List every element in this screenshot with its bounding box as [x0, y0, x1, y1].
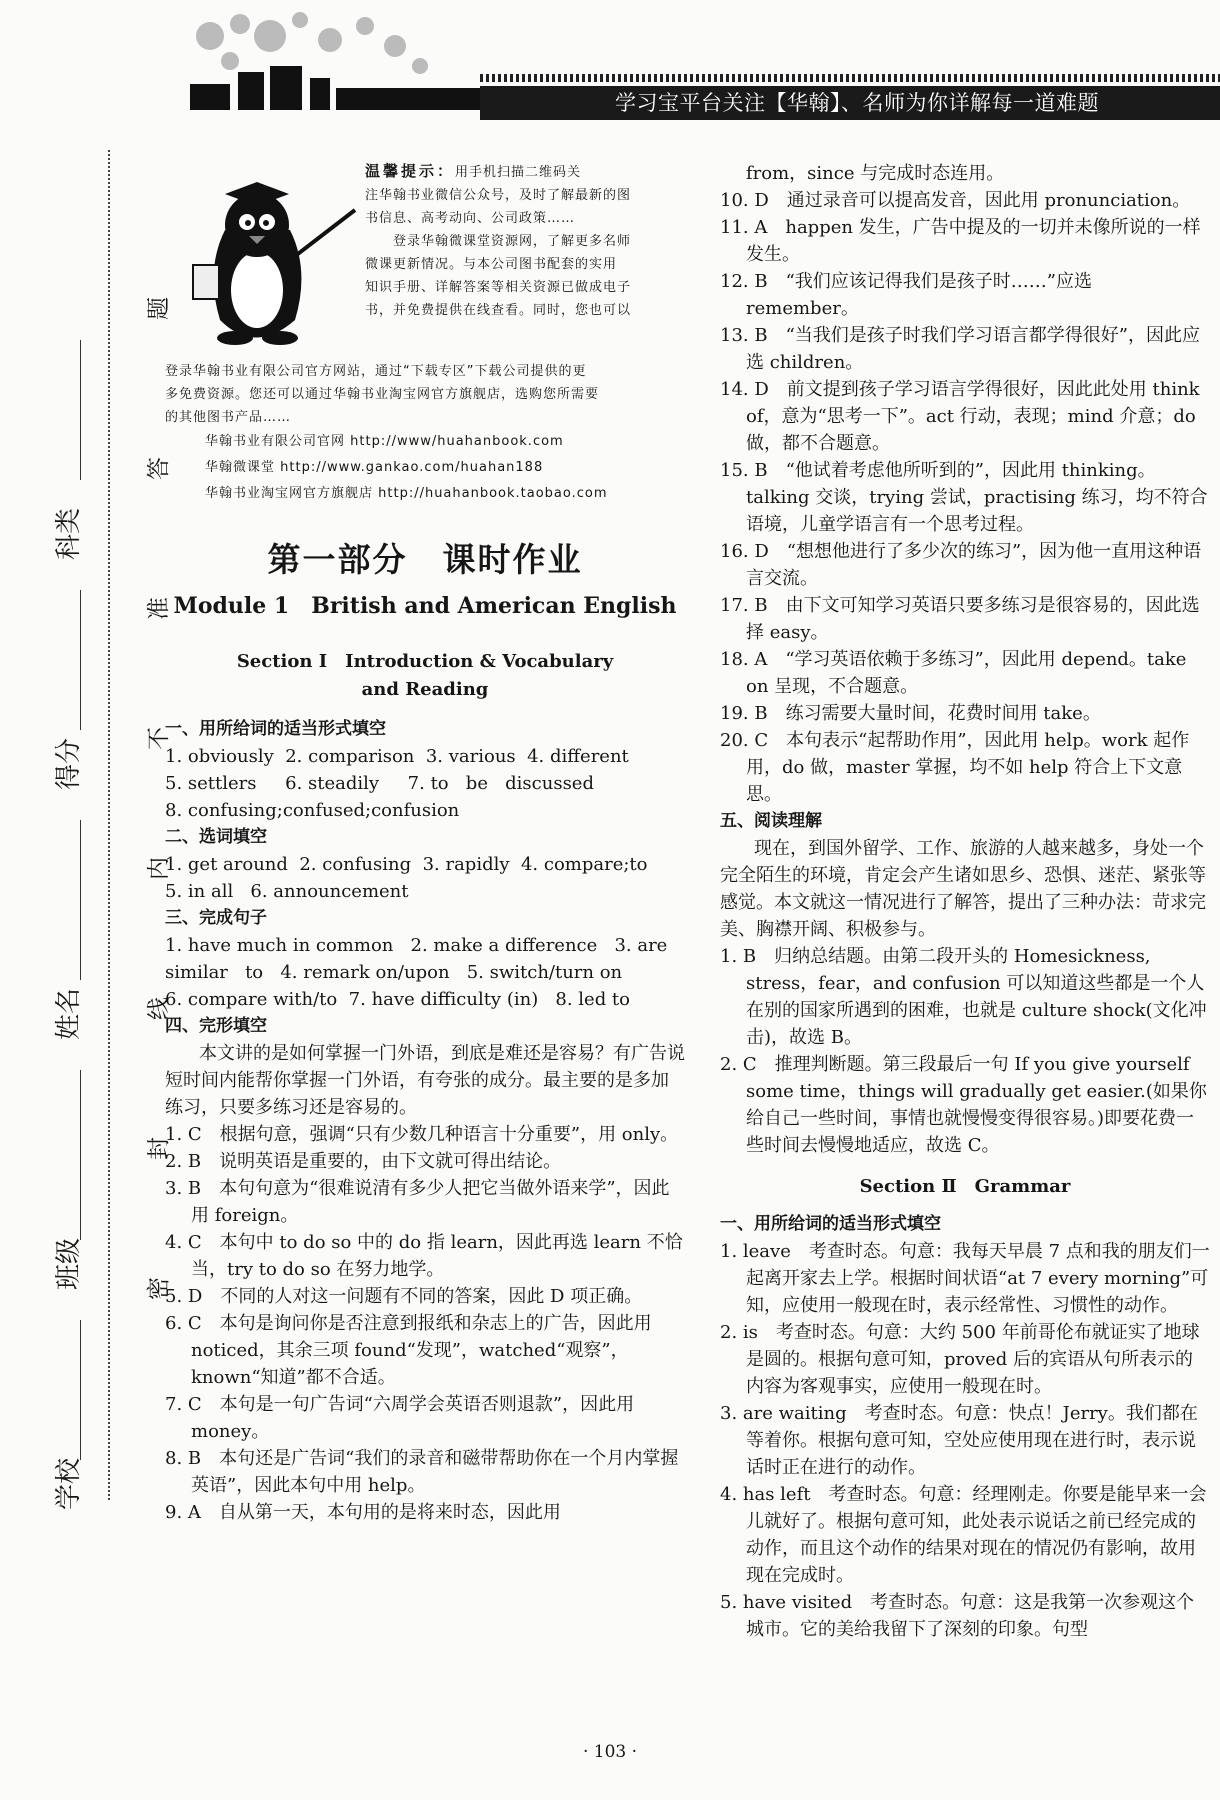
seal-char: 不 [146, 727, 172, 750]
page-header [140, 0, 1220, 128]
binding-label-subject: 科类 [54, 507, 84, 560]
explanation-item: 4. C 本句中 to do so 中的 do 指 learn，因此再选 learn 不恰当，try to do so 在努力地学。 [165, 1232, 683, 1280]
seal-char: 答 [146, 457, 172, 480]
explanation-item: 6. C 本句是询问你是否注意到报纸和杂志上的广告，因此用 noticed，其余三项 found“发现”，watched“观察”，known“知道”都不合适。 [165, 1313, 652, 1388]
school-blank [80, 1320, 81, 1460]
explanation-item: 19. B 练习需要大量时间，花费时间用 take。 [720, 703, 1101, 724]
binding-label-class: 班级 [54, 1237, 84, 1290]
section-title-line: and Reading [361, 679, 489, 700]
left-column [165, 160, 685, 1526]
tip-line: 的其他图书产品…… [165, 410, 292, 425]
explanation-item: 1. leave 考查时态。句意：我每天早晨 7 点和我的朋友们一起离开家去上学。根据时间状语“at 7 every morning”可知，应使用一般现在时，表示经常性、习惯性的动作。 [720, 1241, 1210, 1316]
tip-text-right [365, 160, 685, 322]
tip-line: 书，并免费提供在线查看。同时，您也可以 [365, 303, 632, 318]
explanation-item: 18. A “学习英语依赖于多练习”，因此用 depend。take on 呈现，不合题意。 [720, 649, 1187, 697]
tip-text-full [165, 360, 685, 507]
page-number: · 103 · [582, 1742, 638, 1762]
tip-line: 多免费资源。您还可以通过华翰书业淘宝网官方旗舰店，选购您所需要 [165, 387, 600, 402]
binding-dotted-line [108, 150, 110, 1500]
answer-line: 5. settlers 6. steadily 7. to be discussed [165, 773, 594, 794]
seal-char: 密 [146, 1277, 172, 1300]
part-title: 第一部分 课时作业 [267, 540, 583, 579]
header-logo-art [170, 6, 500, 116]
section-title [165, 648, 685, 704]
section-title-line: Section Ⅰ Introduction & Vocabulary [236, 651, 614, 672]
section-heading: 三、完成句子 [165, 908, 267, 928]
explanation-item: 3. are waiting 考查时态。句意：快点！Jerry。我们都在等着你。根据句意可知，空处应使用现在进行时，表示说话时正在进行的动作。 [720, 1403, 1198, 1478]
explanation-item: 16. D “想想他进行了多少次的练习”，因为他一直用这种语言交流。 [720, 541, 1202, 589]
explanation-item: 9. A 自从第一天，本句用的是将来时态，因此用 [165, 1502, 561, 1523]
explanation-item: 10. D 通过录音可以提高发音，因此用 pronunciation。 [720, 190, 1191, 211]
seal-char: 内 [146, 857, 172, 880]
passage-summary: 本文讲的是如何掌握一门外语，到底是难还是容易？有广告说短时间内能帮你掌握一门外语，有夸张的成分。最主要的是多加练习，只要多练习还是容易的。 [165, 1043, 685, 1118]
answer-line: 1. have much in common 2. make a difference 3. are [165, 935, 668, 956]
explanation-item: 1. C 根据句意，强调“只有少数几种语言十分重要”，用 only。 [165, 1124, 679, 1145]
explanation-item: 17. B 由下文可知学习英语只要多练习是很容易的，因此选择 easy。 [720, 595, 1200, 643]
passage-summary: 现在，到国外留学、工作、旅游的人越来越多，身处一个完全陌生的环境，肯定会产生诸如思乡、恐惧、迷茫、紧张等感觉。本文就这一情况进行了解答，提出了三种办法：苛求完美、胸襟开阔、积极参与。 [720, 838, 1206, 940]
right-column [720, 160, 1210, 1643]
section-heading: 二、选词填空 [165, 827, 267, 847]
explanation-item: 15. B “他试着考虑他所听到的”，因此用 thinking。talking 交谈，trying 尝试，practising 练习，均不符合语境，儿童学语言有一个思考过程。 [720, 460, 1208, 535]
tip-title: 温馨提示： [365, 162, 456, 180]
answer-line: 6. compare with/to 7. have difficulty (in) 8. led to [165, 989, 631, 1010]
penguin-mascot-icon [165, 170, 365, 360]
answer-line: 5. in all 6. announcement [165, 881, 409, 902]
tip-block [165, 160, 685, 510]
binding-margin [40, 150, 172, 1510]
explanation-item: 4. has left 考查时态。句意：经理刚走。你要是能早来一会儿就好了。根据句意可知，此处表示说话之前已经完成的动作，而且这个动作的结果对现在的情况仍有影响，故用现在完成时。 [720, 1484, 1207, 1586]
tip-line: 书信息、高考动向、公司政策…… [365, 211, 576, 226]
explanation-item: 12. B “我们应该记得我们是孩子时……”应选 remember。 [720, 271, 1092, 319]
answer-line: similar to 4. remark on/upon 5. switch/turn on [165, 962, 623, 983]
module-title: Module 1 British and American English [173, 593, 677, 619]
explanation-item: 20. C 本句表示“起帮助作用”，因此用 help。work 起作用，do 做，master 掌握，均不如 help 符合上下文意思。 [720, 730, 1190, 805]
explanation-item: 1. B 归纳总结题。由第二段开头的 Homesickness, stress，fear，and confusion 可以知道这些都是一个人在别的国家所遇到的困难，也就是 culture shock(文化冲击)，故选 B。 [720, 946, 1207, 1048]
explanation-item: 5. have visited 考查时态。句意：这是我第一次参观这个城市。它的美给我留下了深刻的印象。句型 [720, 1592, 1195, 1640]
name-blank [80, 820, 81, 980]
score-blank [80, 590, 81, 730]
binding-label-name: 姓名 [54, 987, 84, 1040]
website-url[interactable]: 华翰书业有限公司官网 http://www/huahanbook.com [205, 434, 564, 449]
explanation-item: 11. A happen 发生，广告中提及的一切并未像所说的一样发生。 [720, 217, 1201, 265]
tip-line: 登录华翰微课堂资源网，了解更多名师 [393, 234, 632, 249]
explanation-item: 2. is 考查时态。句意：大约 500 年前哥伦布就证实了地球是圆的。根据句意可知，proved 后的宾语从句所表示的内容为客观事实，应使用一般现在时。 [720, 1322, 1200, 1397]
explanation-continuation: from，since 与完成时态连用。 [746, 163, 1005, 184]
explanation-item: 2. C 推理判断题。第三段最后一句 If you give yourself some time，things will gradually get easier.(如果你给自己一些时间，事情也就慢慢变得很容易。)即要花费一些时间去慢慢地适应，故选 C。 [720, 1054, 1207, 1156]
seal-char: 准 [146, 597, 172, 620]
tip-line: 用手机扫描二维码关 [455, 165, 582, 180]
seal-char: 封 [146, 1137, 172, 1160]
header-stripe [480, 74, 1220, 82]
seal-char: 题 [146, 297, 172, 320]
seal-char: 线 [146, 997, 172, 1020]
answer-line: 8. confusing;confused;confusion [165, 800, 460, 821]
explanation-item: 14. D 前文提到孩子学习语言学得很好，因此此处用 think of，意为“思考一下”。act 行动，表现；mind 介意；do 做，都不合题意。 [720, 379, 1200, 454]
explanation-item: 7. C 本句是一句广告词“六周学会英语否则退款”，因此用 money。 [165, 1394, 635, 1442]
explanation-item: 5. D 不同的人对这一问题有不同的答案，因此 D 项正确。 [165, 1286, 643, 1307]
taobao-store-url[interactable]: 华翰书业淘宝网官方旗舰店 http://huahanbook.taobao.com [205, 486, 608, 501]
binding-label-score: 得分 [54, 737, 84, 790]
tip-line: 微课更新情况。与本公司图书配套的实用 [365, 257, 618, 272]
explanation-item: 13. B “当我们是孩子时我们学习语言都学得很好”，因此应选 children。 [720, 325, 1200, 373]
section-heading: 四、完形填空 [165, 1016, 267, 1036]
binding-label-school: 学校 [54, 1457, 84, 1510]
explanation-item: 3. B 本句句意为“很难说清有多少人把它当做外语来学”，因此用 foreign。 [165, 1178, 670, 1226]
section-heading: 五、阅读理解 [720, 811, 822, 831]
tip-line: 知识手册、详解答案等相关资源已做成电子 [365, 280, 632, 295]
section-heading: 一、用所给词的适当形式填空 [720, 1214, 941, 1234]
explanation-item: 8. B 本句还是广告词“我们的录音和磁带帮助你在一个月内掌握英语”，因此本句中用 help。 [165, 1448, 679, 1496]
class-blank [80, 1070, 81, 1240]
section-heading: 一、用所给词的适当形式填空 [165, 719, 386, 739]
header-slogan: 学习宝平台关注【华翰】、名师为你详解每一道难题 [480, 86, 1220, 120]
tip-line: 注华翰书业微信公众号，及时了解最新的图 [365, 188, 632, 203]
microclass-url[interactable]: 华翰微课堂 http://www.gankao.com/huahan188 [205, 460, 544, 475]
answer-line: 1. get around 2. confusing 3. rapidly 4. compare;to [165, 854, 648, 875]
section-title: Section Ⅱ Grammar [859, 1176, 1071, 1197]
tip-line: 登录华翰书业有限公司官方网站，通过“下载专区”下载公司提供的更 [165, 364, 587, 379]
answer-line: 1. obviously 2. comparison 3. various 4. different [165, 746, 629, 767]
explanation-item: 2. B 说明英语是重要的，由下文就可得出结论。 [165, 1151, 562, 1172]
subject-blank [80, 340, 81, 480]
